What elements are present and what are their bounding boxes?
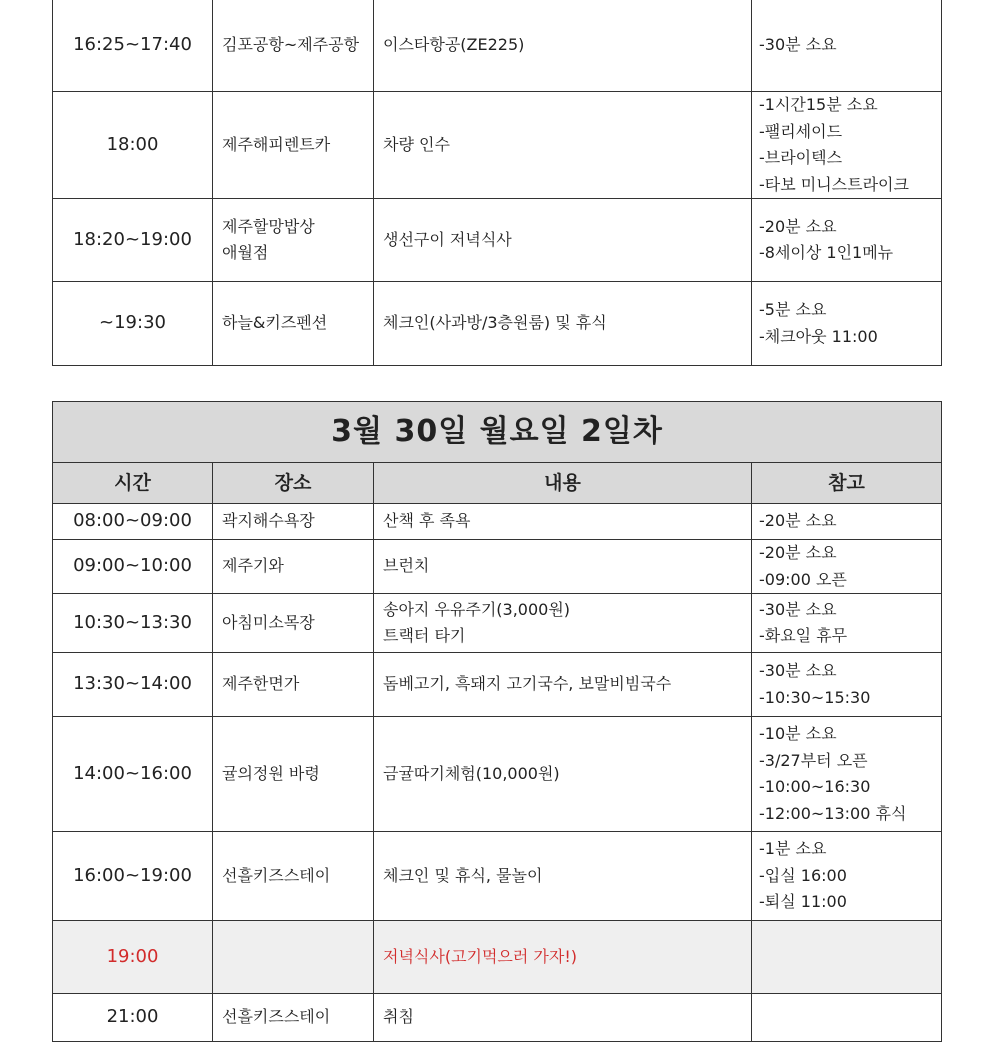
- content-line: 이스타항공(ZE225): [383, 34, 525, 54]
- time-cell: 16:00~19:00: [53, 832, 213, 921]
- content-cell: [374, 92, 752, 199]
- note-cell: [752, 199, 942, 282]
- content-line: 생선구이 저녁식사: [383, 229, 512, 249]
- note-line: -입실 16:00: [759, 865, 847, 885]
- header-notes: 참고: [752, 463, 942, 504]
- place-cell: [213, 832, 374, 921]
- time-cell: 18:20~19:00: [53, 199, 213, 282]
- content-line: 산책 후 족욕: [383, 511, 471, 531]
- time-cell: 21:00: [53, 994, 213, 1042]
- place-line: 아침미소목장: [222, 612, 315, 632]
- place-cell: [213, 994, 374, 1042]
- place-cell: [213, 282, 374, 366]
- note-cell: [752, 594, 942, 653]
- place-cell: [213, 653, 374, 717]
- note-line: -20분 소요: [759, 543, 837, 562]
- note-cell: [752, 504, 942, 540]
- place-line: 제주기와: [222, 556, 284, 576]
- table-row: [53, 540, 942, 594]
- note-line: -10분 소요: [759, 724, 837, 743]
- table-row: [53, 594, 942, 653]
- content-line: 송아지 우유주기(3,000원): [383, 599, 571, 619]
- time-cell: 16:25~17:40: [53, 0, 213, 92]
- table-row: [53, 282, 942, 366]
- note-line: -1분 소요: [759, 839, 827, 859]
- note-line: -퇴실 11:00: [759, 892, 847, 912]
- content-line: 트랙터 타기: [383, 626, 466, 645]
- note-line: -화요일 휴무: [759, 626, 848, 645]
- content-cell: [374, 653, 752, 717]
- content-cell: [374, 717, 752, 832]
- place-line: 곽지해수욕장: [222, 511, 315, 531]
- note-line: -브라이텍스: [759, 148, 843, 167]
- content-line: 체크인 및 휴식, 물놀이: [383, 865, 543, 885]
- note-cell: [752, 92, 942, 199]
- note-cell: [752, 282, 942, 366]
- table-row: [53, 92, 942, 199]
- place-cell: [213, 540, 374, 594]
- content-cell: [374, 832, 752, 921]
- content-cell: [374, 921, 752, 994]
- table-row-highlight: [53, 921, 942, 994]
- place-cell: [213, 0, 374, 92]
- place-line: 제주한면가: [222, 674, 300, 694]
- content-line: 차량 인수: [383, 134, 450, 154]
- content-line: 금귤따기체험(10,000원): [383, 763, 560, 783]
- note-line: -타보 미니스트라이크: [759, 174, 909, 194]
- table-row: [53, 717, 942, 832]
- content-cell: [374, 0, 752, 92]
- note-line: -10:00~16:30: [759, 777, 871, 796]
- table-row: [53, 653, 942, 717]
- day1-schedule-table: [52, 0, 942, 366]
- note-line: -8세이상 1인1메뉴: [759, 243, 894, 262]
- place-cell: [213, 717, 374, 832]
- time-cell: 13:30~14:00: [53, 653, 213, 717]
- table-row: [53, 0, 942, 92]
- note-cell: [752, 653, 942, 717]
- title-row: [53, 402, 942, 463]
- day2-schedule-table: [52, 401, 942, 1042]
- content-line: 돔베고기, 흑돼지 고기국수, 보말비빔국수: [383, 674, 672, 694]
- day-title: 3월 30일 월요일 2일차: [53, 402, 942, 463]
- place-cell: [213, 504, 374, 540]
- content-line: 체크인(사과방/3층원룸) 및 휴식: [383, 313, 607, 333]
- note-cell: [752, 0, 942, 92]
- content-cell: [374, 594, 752, 653]
- place-line: 제주해피렌트카: [222, 134, 331, 154]
- content-cell: [374, 540, 752, 594]
- place-line: 애월점: [222, 243, 269, 262]
- place-line: 선흘키즈스테이: [222, 1007, 331, 1027]
- note-line: -20분 소요: [759, 511, 837, 531]
- table-row: [53, 199, 942, 282]
- content-cell: [374, 994, 752, 1042]
- note-cell: [752, 994, 942, 1042]
- place-line: 제주할망밥상: [222, 216, 315, 236]
- content-cell: [374, 282, 752, 366]
- note-cell: [752, 540, 942, 594]
- time-cell: 10:30~13:30: [53, 594, 213, 653]
- time-cell: 19:00: [53, 921, 213, 994]
- place-line: 귤의정원 바령: [222, 763, 320, 783]
- header-content: 내용: [374, 463, 752, 504]
- table-row: [53, 832, 942, 921]
- header-place: 장소: [213, 463, 374, 504]
- table-row: [53, 504, 942, 540]
- place-cell: [213, 594, 374, 653]
- note-line: -체크아웃 11:00: [759, 326, 878, 346]
- content-line: 브런치: [383, 556, 430, 576]
- header-row: [53, 463, 942, 504]
- note-line: -12:00~13:00 휴식: [759, 803, 907, 823]
- note-line: -5분 소요: [759, 300, 827, 319]
- content-line: 취침: [383, 1007, 414, 1027]
- table-row: [53, 994, 942, 1042]
- time-cell: ~19:30: [53, 282, 213, 366]
- note-cell: [752, 921, 942, 994]
- time-cell: 18:00: [53, 92, 213, 199]
- time-cell: 14:00~16:00: [53, 717, 213, 832]
- place-cell: [213, 199, 374, 282]
- place-cell: [213, 921, 374, 994]
- content-cell: [374, 504, 752, 540]
- note-line: -20분 소요: [759, 216, 837, 236]
- time-cell: 08:00~09:00: [53, 504, 213, 540]
- header-time: 시간: [53, 463, 213, 504]
- content-cell: [374, 199, 752, 282]
- note-line: -1시간15분 소요: [759, 95, 878, 114]
- note-line: -3/27부터 오픈: [759, 750, 868, 770]
- note-line: -10:30~15:30: [759, 687, 871, 707]
- place-line: 김포공항~제주공항: [222, 34, 360, 54]
- note-line: -30분 소요: [759, 661, 837, 680]
- note-line: -30분 소요: [759, 599, 837, 619]
- note-line: -30분 소요: [759, 34, 837, 54]
- time-cell: 09:00~10:00: [53, 540, 213, 594]
- note-cell: [752, 832, 942, 921]
- note-cell: [752, 717, 942, 832]
- note-line: -팰리세이드: [759, 121, 843, 141]
- place-cell: [213, 92, 374, 199]
- place-line: 하늘&키즈펜션: [222, 313, 328, 333]
- place-line: 선흘키즈스테이: [222, 865, 331, 885]
- note-line: -09:00 오픈: [759, 569, 847, 589]
- content-line: 저녁식사(고기먹으러 가자!): [383, 946, 578, 966]
